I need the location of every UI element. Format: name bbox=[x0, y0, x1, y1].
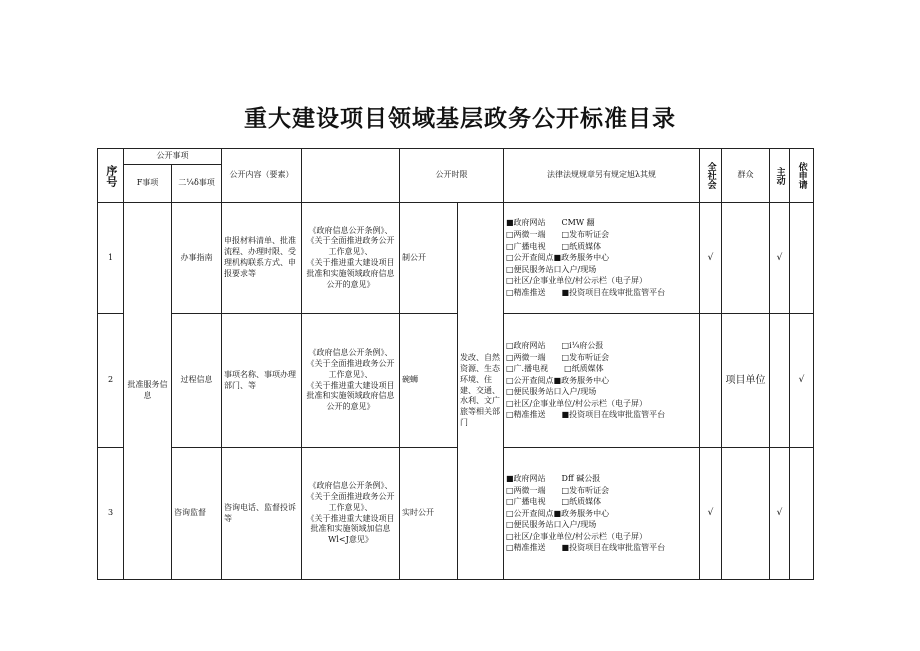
row-level1: 批准服务信息 bbox=[124, 203, 172, 580]
row-seq: 2 bbox=[98, 314, 124, 448]
row-masses bbox=[722, 448, 770, 580]
row-content: 申报材料清单、批准流程、办理时限、受理机构联系方式、申报要求等 bbox=[222, 203, 302, 314]
row-level2: 办事指南 bbox=[172, 203, 222, 314]
header-items-group: 公开事项 bbox=[124, 149, 222, 165]
row-channels: □政府网站 □i¼府公报 □两微一端 □发布听证会 □广.播电视 □纸质媒体 □公开查阅点■政务服务中心 □便民服务站口入户/现场 □社区/企事业单位/村公示栏（电子屏） □精准推送 ■投资项目在线审批监管平台 bbox=[504, 314, 700, 448]
row-time: 制公开 bbox=[400, 203, 458, 314]
row-masses: 项目单位 bbox=[722, 314, 770, 448]
row-basis: 《政府信息公开条例》、 《关于全面推进政务公开工作意见》、 《关于推进重大建设项目批准和实施领域政府信息公开的意见》 bbox=[302, 314, 400, 448]
row-content: 事项名称、事项办理部门、等 bbox=[222, 314, 302, 448]
header-seq: 序号 bbox=[98, 149, 124, 203]
header-time: 公开时限 bbox=[400, 149, 504, 203]
row-content: 咨询电话、监督投诉等 bbox=[222, 448, 302, 580]
header-law: 法律法规规章另有规定旭λ其规 bbox=[504, 149, 700, 203]
row-basis: 《政府信息公开条例》、 《关于全面推进政务公开工作意见》、 《关于推进重大建设项目批准和实施领域政府信息公开的意见》 bbox=[302, 203, 400, 314]
row-seq: 3 bbox=[98, 448, 124, 580]
header-item-level1: F事项 bbox=[124, 165, 172, 203]
row-channels: ■政府网站 Dff 碱公报 □两微一端 □发布听证会 □广播电视 □纸质媒体 □公开查阅点■政务服务中心 □便民服务站口入户/现场 □社区/企事业单位/村公示栏（电子屏） □精准推送 ■投资项目在线审批监管平台 bbox=[504, 448, 700, 580]
row-masses bbox=[722, 203, 770, 314]
header-apply: 依申请 bbox=[790, 149, 814, 203]
row-level2: 过程信息 bbox=[172, 314, 222, 448]
row-channels: ■政府网站 CMW 翻 □两微一端 □发布听证会 □广播电视 □纸质媒体 □公开查阅点■政务服务中心 □便民服务站口入户/现场 □社区/企事业单位/村公示栏（电子屏） □精准推送 ■投资项目在线审批监管平台 bbox=[504, 203, 700, 314]
table-row bbox=[98, 448, 814, 580]
header-basis bbox=[302, 149, 400, 203]
row-all-society: √ bbox=[700, 203, 722, 314]
header-item-level2: 二¼δ事项 bbox=[172, 165, 222, 203]
header-active: 主动 bbox=[770, 149, 790, 203]
row-all-society bbox=[700, 314, 722, 448]
row-all-society: √ bbox=[700, 448, 722, 580]
table-row bbox=[98, 314, 814, 448]
row-apply: √ bbox=[790, 314, 814, 448]
header-content: 公开内容（要素） bbox=[222, 149, 302, 203]
catalog-table bbox=[97, 148, 814, 580]
row-seq: 1 bbox=[98, 203, 124, 314]
row-apply bbox=[790, 203, 814, 314]
row-time: 碗蛳 bbox=[400, 314, 458, 448]
header-all-society: 全社会 bbox=[700, 149, 722, 203]
page-title: 重大建设项目领域基层政务公开标准目录 bbox=[244, 106, 676, 132]
row-apply bbox=[790, 448, 814, 580]
header-masses: 群众 bbox=[722, 149, 770, 203]
row-time: 实时公开 bbox=[400, 448, 458, 580]
table-row bbox=[98, 203, 814, 314]
row-active: √ bbox=[770, 448, 790, 580]
row-responsible: 发改、自然资源、生态环境、住建、交通、水利、文广旅等相关部门 bbox=[458, 203, 504, 580]
row-active bbox=[770, 314, 790, 448]
row-active: √ bbox=[770, 203, 790, 314]
row-basis: 《政府信息公开条例》、 《关于全面推进政务公开工作意见》、 《关于推进重大建设项目批准和实施领域加信息Wl<J意见》 bbox=[302, 448, 400, 580]
row-level2: 咨询监督 bbox=[172, 448, 222, 580]
